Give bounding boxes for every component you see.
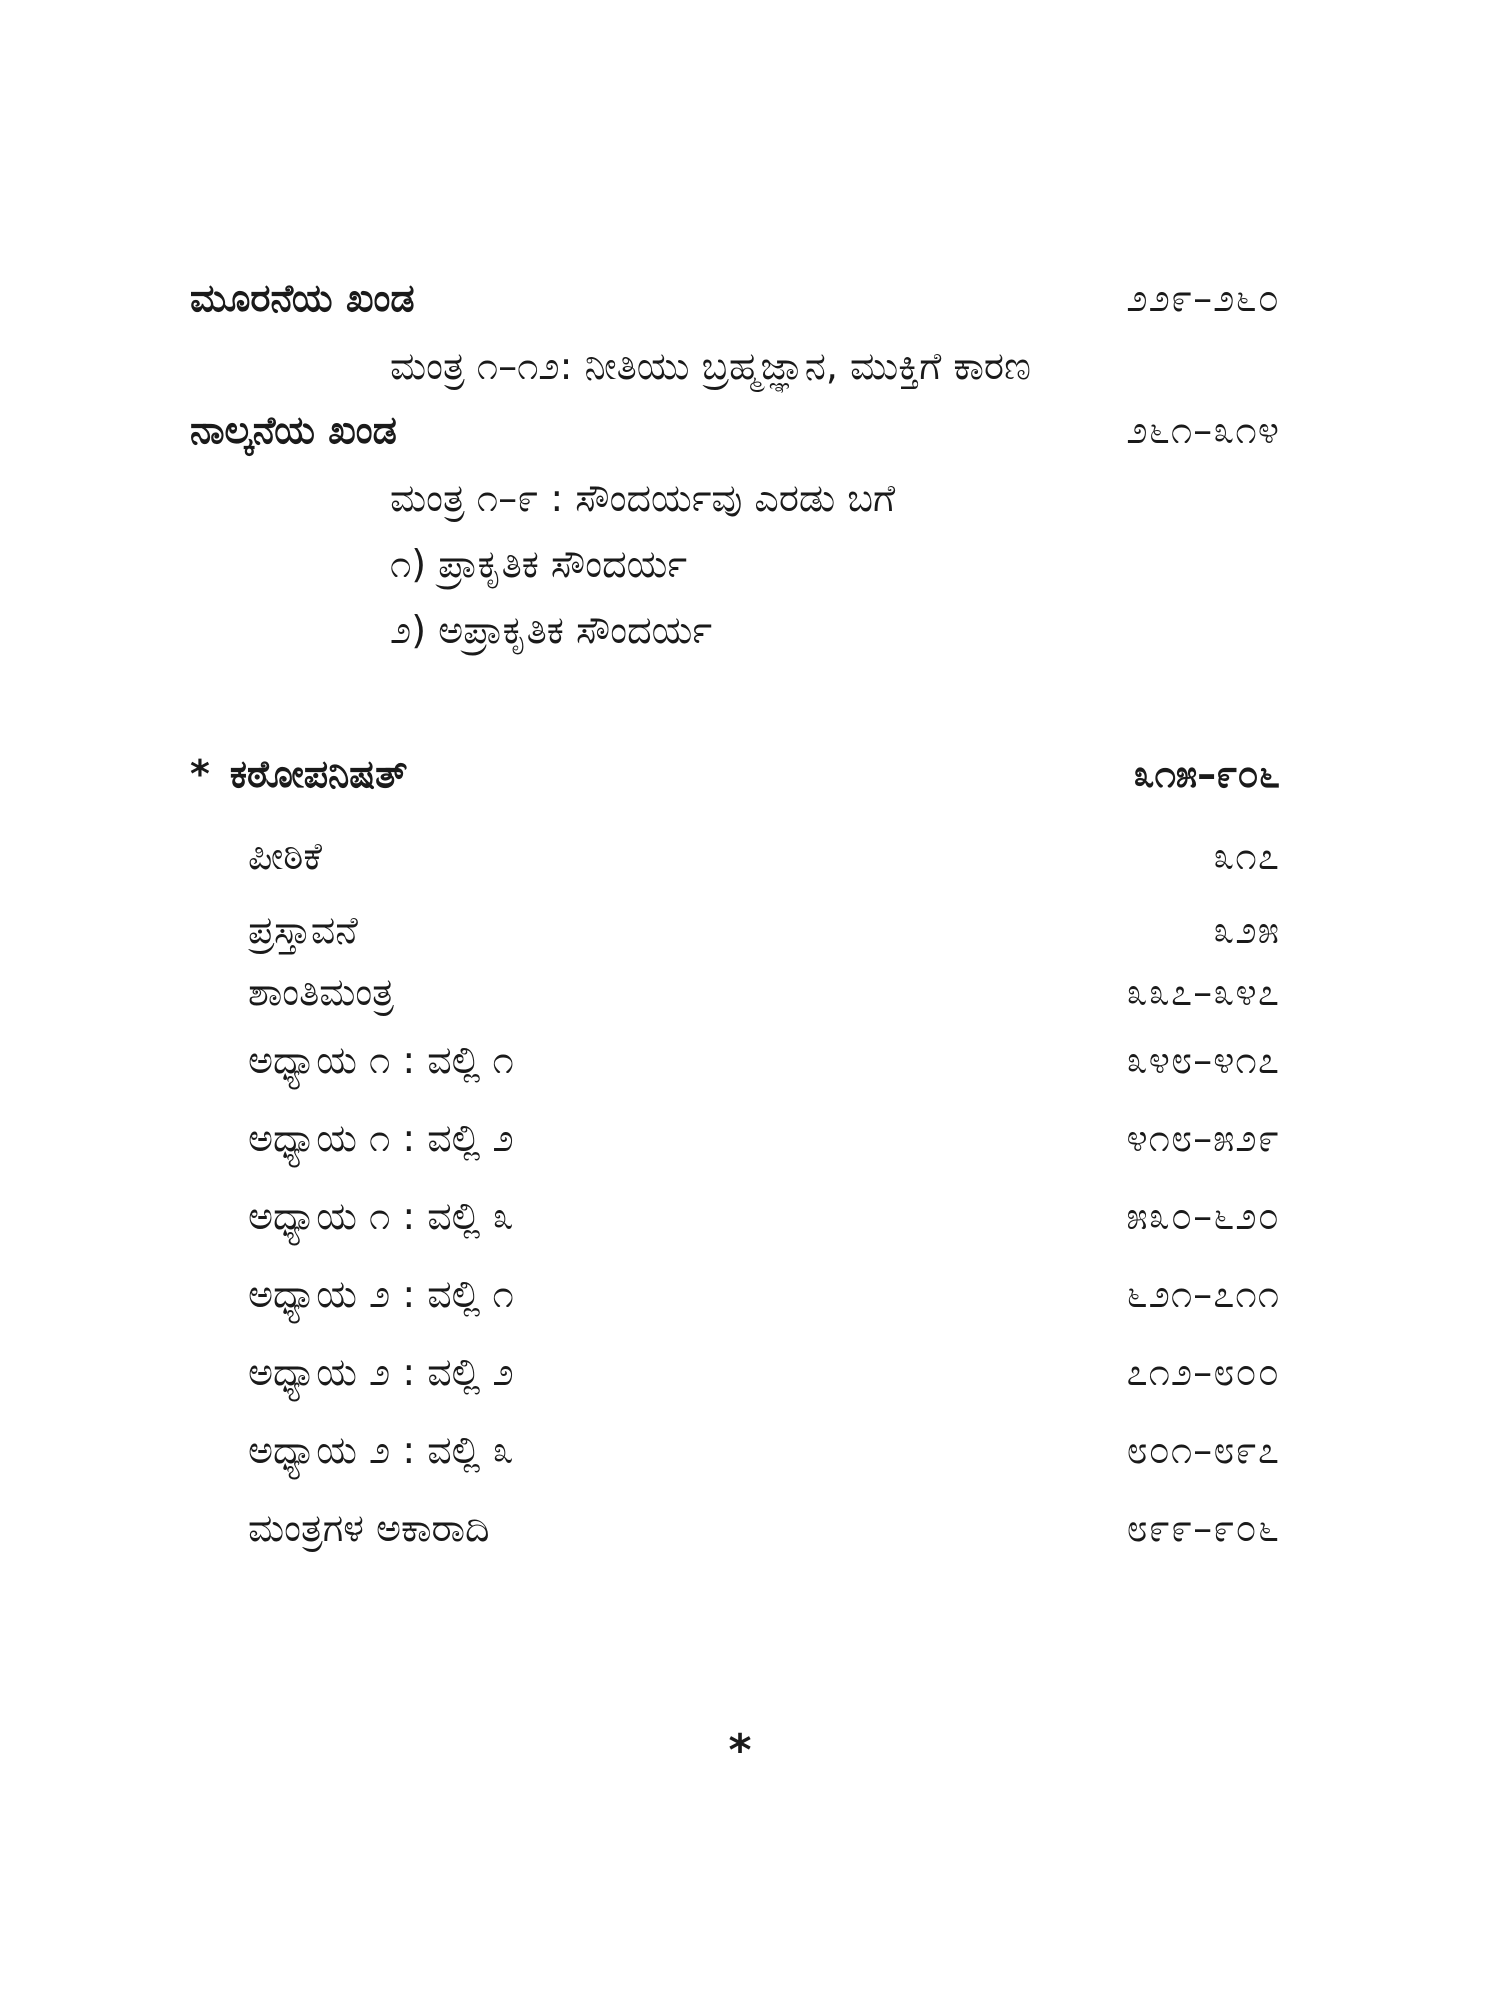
- toc-entry: [248, 830, 1280, 882]
- entry-pages: ೩೧೭: [1213, 834, 1280, 878]
- toc-entry: [248, 904, 1280, 956]
- toc-entry: [248, 1190, 1280, 1242]
- entry-pages: ೩೩೭–೩೪೭: [1126, 970, 1280, 1014]
- section-title: ನಾಲ್ಕನೆಯ ಖಂಡ: [190, 408, 397, 452]
- toc-sub-entry: ೧) ಪ್ರಾಕೃತಿಕ ಸೌಂದರ್ಯ: [390, 542, 688, 586]
- toc-entry: [248, 1346, 1280, 1398]
- toc-entry: [248, 1112, 1280, 1164]
- entry-title: ಅಧ್ಯಾಯ ೧ : ವಲ್ಲಿ ೩: [248, 1194, 514, 1238]
- entry-title: ಅಧ್ಯಾಯ ೨ : ವಲ್ಲಿ ೩: [248, 1428, 514, 1472]
- entry-pages: ೬೨೧–೭೧೧: [1126, 1272, 1280, 1316]
- entry-pages: ೩೪೮–೪೧೭: [1126, 1038, 1280, 1082]
- toc-sub-entry: ಮಂತ್ರ ೧–೧೨: ನೀತಿಯು ಬ್ರಹ್ಮಜ್ಞಾನ, ಮುಕ್ತಿಗೆ ಕಾರಣ: [390, 344, 1031, 388]
- part-title: ಕಠೋಪನಿಷತ್: [229, 752, 408, 796]
- entry-pages: ೮೦೧–೮೯೭: [1126, 1428, 1280, 1472]
- entry-title: ಪ್ರಸ್ತಾವನೆ: [248, 908, 358, 952]
- entry-title: ಶಾಂತಿಮಂತ್ರ: [248, 970, 394, 1014]
- toc-entry: [248, 1034, 1280, 1086]
- entry-title: ಅಧ್ಯಾಯ ೨ : ವಲ್ಲಿ ೨: [248, 1350, 514, 1394]
- entry-title: ಅಧ್ಯಾಯ ೧ : ವಲ್ಲಿ ೨: [248, 1116, 514, 1160]
- part-pages: ೩೧೫–೯೦೬: [1133, 752, 1280, 796]
- entry-title: ಪೀಠಿಕೆ: [248, 834, 322, 878]
- entry-pages: ೩೨೫: [1213, 908, 1280, 952]
- entry-pages: ೭೧೨–೮೦೦: [1126, 1350, 1280, 1394]
- section-pages: ೨೨೯–೨೬೦: [1126, 276, 1280, 320]
- entry-title: ಮಂತ್ರಗಳ ಅಕಾರಾದಿ: [248, 1506, 490, 1550]
- toc-entry: [248, 966, 1280, 1018]
- section-pages: ೨೬೧–೩೧೪: [1126, 408, 1280, 452]
- toc-section-row: [190, 272, 1280, 324]
- end-asterisk: *: [728, 1725, 752, 1776]
- entry-title: ಅಧ್ಯಾಯ ೨ : ವಲ್ಲಿ ೧: [248, 1272, 514, 1316]
- toc-sub-entry: ಮಂತ್ರ ೧–೯ : ಸೌಂದರ್ಯವು ಎರಡು ಬಗೆ: [390, 476, 896, 520]
- toc-sub-entry: ೨) ಅಪ್ರಾಕೃತಿಕ ಸೌಂದರ್ಯ: [390, 608, 713, 652]
- entry-pages: ೪೧೮–೫೨೯: [1126, 1116, 1280, 1160]
- toc-entry: [248, 1268, 1280, 1320]
- entry-pages: ೫೩೦–೬೨೦: [1126, 1194, 1280, 1238]
- toc-section-row: [190, 404, 1280, 456]
- entry-pages: ೮೯೯–೯೦೬: [1126, 1506, 1280, 1550]
- toc-part-heading: [190, 748, 1280, 800]
- entry-title: ಅಧ್ಯಾಯ ೧ : ವಲ್ಲಿ ೧: [248, 1038, 514, 1082]
- star-marker: *: [190, 752, 210, 796]
- section-title: ಮೂರನೆಯ ಖಂಡ: [190, 276, 415, 320]
- toc-entry: [248, 1502, 1280, 1554]
- toc-entry: [248, 1424, 1280, 1476]
